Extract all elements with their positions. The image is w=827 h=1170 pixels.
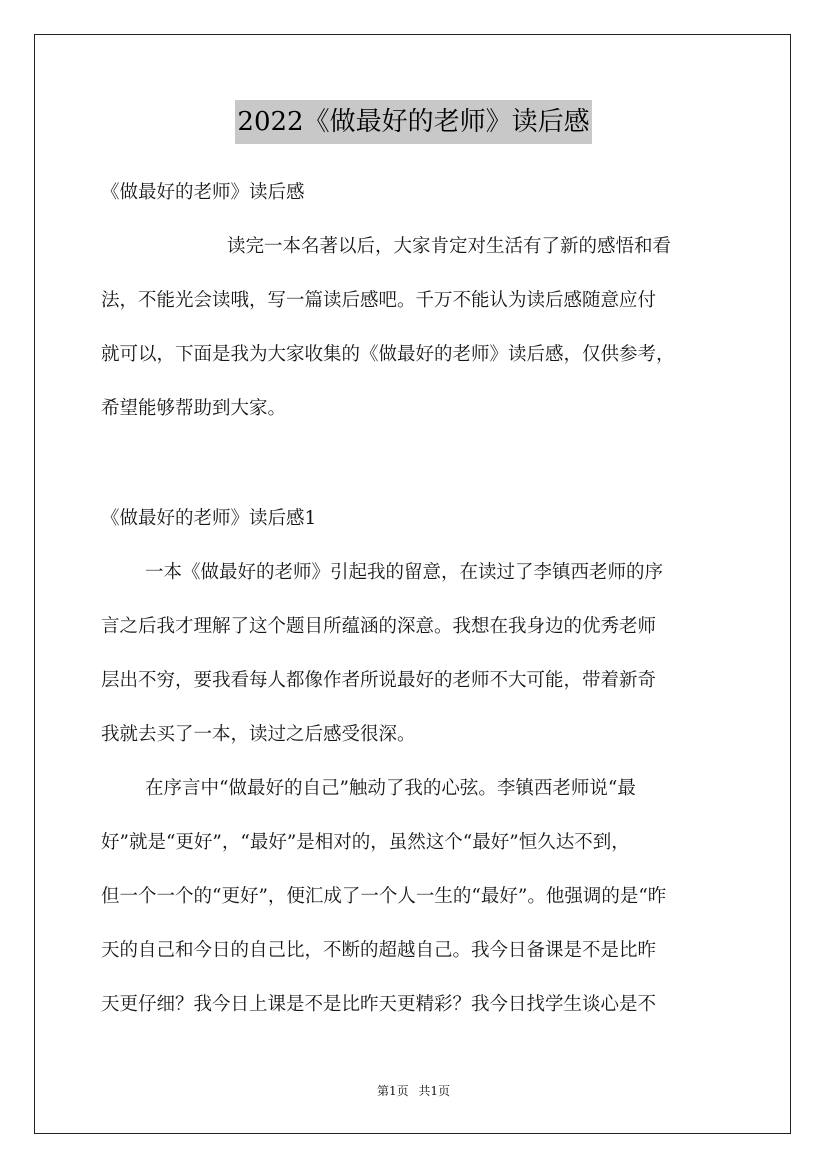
document-title: 2022《做最好的老师》读后感: [235, 100, 591, 144]
title-container: [0, 100, 827, 144]
page-footer: [0, 1082, 827, 1100]
paragraph2-line-5: 天更仔细？我今日上课是不是比昨天更精彩？我今日找学生谈心是不: [101, 994, 657, 1015]
intro-line-2: 法，不能光会读哦，写一篇读后感吧。千万不能认为读后感随意应付: [101, 290, 657, 311]
paragraph1-line-3: 层出不穷，要我看每人都像作者所说最好的老师不大可能，带着新奇: [101, 670, 657, 691]
paragraph2-line-2: 好”就是“更好”，“最好”是相对的，虽然这个“最好”恒久达不到，: [101, 832, 630, 853]
intro-line-4: 希望能够帮助到大家。: [101, 398, 287, 419]
paragraph1-line-4: 我就去买了一本，读过之后感受很深。: [101, 724, 416, 745]
paragraph2-line-1: 在序言中“做最好的自己”触动了我的心弦。李镇西老师说“最: [145, 778, 636, 799]
page-total: 共1页: [418, 1084, 451, 1098]
paragraph1-line-2: 言之后我才理解了这个题目所蕴涵的深意。我想在我身边的优秀老师: [101, 616, 657, 637]
paragraph2-line-4: 天的自己和今日的自己比，不断的超越自己。我今日备课是不是比昨: [101, 940, 657, 961]
section-heading: 《做最好的老师》读后感1: [101, 508, 317, 529]
paragraph1-line-1: 一本《做最好的老师》引起我的留意，在读过了李镇西老师的序: [145, 562, 664, 583]
paragraph2-line-3: 但一个一个的“更好”，便汇成了一个人一生的“最好”。他强调的是“昨: [101, 886, 667, 907]
intro-line-3: 就可以，下面是我为大家收集的《做最好的老师》读后感，仅供参考，: [101, 344, 675, 365]
page-number: 第1页: [376, 1084, 409, 1098]
intro-line-1: 读完一本名著以后，大家肯定对生活有了新的感悟和看: [227, 236, 672, 257]
document-subtitle: 《做最好的老师》读后感: [101, 182, 305, 203]
